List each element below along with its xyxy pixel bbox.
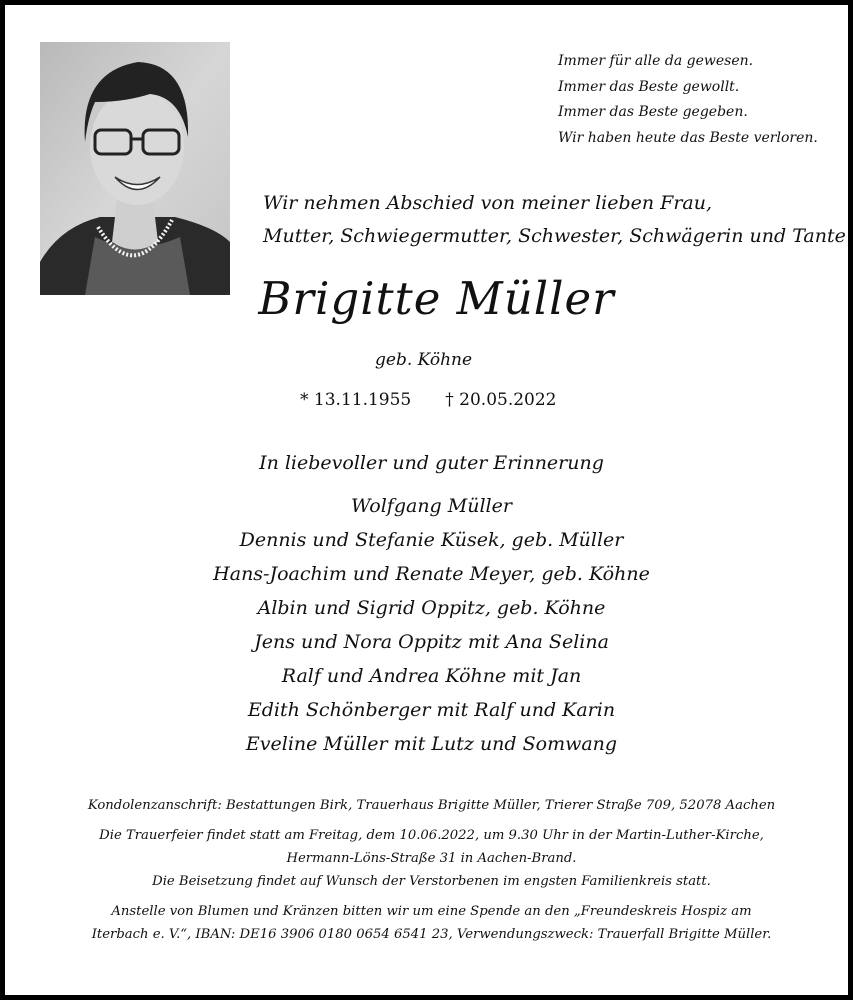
mourners-list	[5, 489, 853, 761]
condolence-address: Kondolenzanschrift: Bestattungen Birk, Trauerhaus Brigitte Müller, Trierer Straße 709, 52078 Aachen	[87, 798, 776, 813]
mourner-line: Albin und Sigrid Oppitz, geb. Köhne	[257, 597, 606, 619]
poem-line: Immer das Beste gegeben.	[558, 104, 748, 120]
mourner-line: Edith Schönberger mit Ralf und Karin	[247, 699, 616, 721]
deceased-name: Brigitte Müller	[258, 272, 615, 325]
poem-line: Immer das Beste gewollt.	[558, 78, 740, 95]
mourner-line: Wolfgang Müller	[351, 495, 512, 517]
memory-line: In liebevoller und guter Erinnerung	[259, 452, 604, 474]
portrait-photo	[40, 42, 230, 295]
donation-info: Iterbach e. V.“, IBAN: DE16 3906 0180 0654 6541 23, Verwendungszweck: Trauerfall Brigitte Müller.	[91, 927, 772, 942]
intro-line: Wir nehmen Abschied von meiner lieben Frau,	[263, 192, 713, 214]
death-date: † 20.05.2022	[445, 390, 557, 410]
life-dates	[300, 388, 557, 412]
poem	[558, 49, 818, 151]
ceremony-info: Hermann-Löns-Straße 31 in Aachen-Brand.	[286, 851, 577, 866]
footer-notes	[5, 794, 853, 946]
donation-info: Anstelle von Blumen und Kränzen bitten wir um eine Spende an den „Freundeskreis Hospiz am	[111, 904, 752, 919]
maiden-name: geb. Köhne	[375, 350, 473, 370]
poem-line: Immer für alle da gewesen.	[558, 53, 754, 69]
mourner-line: Ralf und Andrea Köhne mit Jan	[281, 665, 582, 687]
birth-date: * 13.11.1955	[300, 390, 412, 410]
mourner-line: Jens und Nora Oppitz mit Ana Selina	[254, 631, 609, 653]
intro-line: Mutter, Schwiegermutter, Schwester, Schwägerin und Tante	[263, 225, 846, 247]
mourner-line: Dennis und Stefanie Küsek, geb. Müller	[239, 529, 624, 551]
burial-info: Die Beisetzung findet auf Wunsch der Verstorbenen im engsten Familienkreis statt.	[152, 874, 711, 889]
ceremony-info: Die Trauerfeier findet statt am Freitag, dem 10.06.2022, um 9.30 Uhr in der Martin-Luther-Kirche,	[99, 828, 764, 843]
mourner-line: Hans-Joachim und Renate Meyer, geb. Köhne	[213, 563, 650, 585]
mourner-line: Eveline Müller mit Lutz und Somwang	[245, 733, 618, 755]
poem-line: Wir haben heute das Beste verloren.	[558, 129, 818, 146]
farewell-intro	[263, 187, 846, 253]
